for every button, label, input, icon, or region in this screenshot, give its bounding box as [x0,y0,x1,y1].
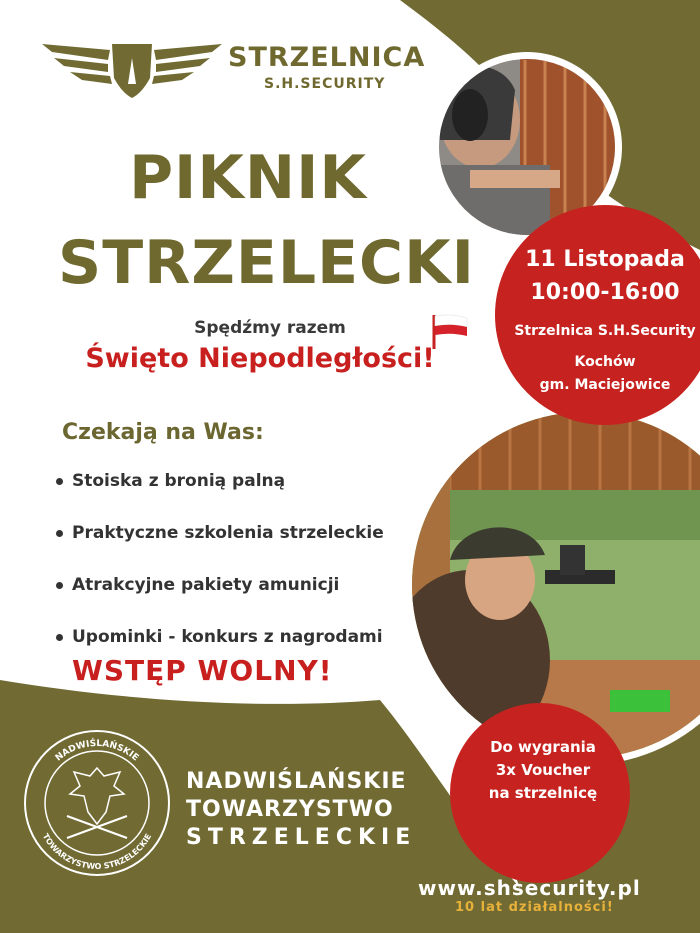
event-venue: Strzelnica S.H.Security [514,323,696,339]
tagline-main: Święto Niepodległości! [85,343,435,374]
brand-title: STRZELNICA [228,42,426,73]
event-datetime [510,243,700,309]
list-item-label: Upominki - konkurs z nagrodami [72,627,383,647]
organization-seal-icon [22,728,172,878]
event-date: 11 Listopada [525,247,685,272]
svg-text:NADWIŚLAŃSKIE [54,737,140,763]
tagline-intro: Spędźmy razem [194,318,346,338]
brand-subtitle: S.H.SECURITY [264,76,386,92]
bullet-icon [56,582,63,589]
event-municipality: gm. Maciejowice [539,377,671,393]
prize-line3: na strzelnicę [488,784,598,802]
event-location [505,320,700,397]
offer-heading: Czekają na Was: [62,420,264,445]
headline-line1: PIKNIK [129,143,367,213]
list-item-label: Atrakcyjne pakiety amunicji [72,575,340,595]
seal-bottom-text: TOWARZYSTWO STRZELECKIE [40,832,154,872]
bullet-icon [56,530,63,537]
event-place: Kochów [574,354,636,370]
website-link[interactable]: www.shsecurity.pl [418,876,641,900]
organizer-line2: TOWARZYSTWO [186,797,394,822]
list-item-label: Praktyczne szkolenia strzeleckie [72,523,384,543]
seal-top-text: NADWIŚLAŃSKIE [53,738,141,764]
organizer-name [186,768,416,852]
organizer-line3: STRZELECKIE [186,825,417,850]
wings-logo-icon [42,38,222,102]
event-time: 10:00-16:00 [530,280,680,305]
prize-text [455,736,631,805]
list-item [56,455,384,507]
list-item [56,559,384,611]
anniversary-note: 10 lat działalności! [455,900,614,915]
prize-line2: 3x Voucher [495,761,591,779]
organizer-line1: NADWIŚLAŃSKIE [186,769,407,794]
offer-list [56,455,384,663]
bullet-icon [56,478,63,485]
list-item [56,507,384,559]
free-entry-label: WSTĘP WOLNY! [72,654,333,687]
bullet-icon [56,634,63,641]
headline-line2: STRZELECKI [58,228,475,298]
prize-line1: Do wygrania [490,738,596,756]
polish-flag-icon [431,313,471,349]
list-item-label: Stoiska z bronią palną [72,471,286,491]
